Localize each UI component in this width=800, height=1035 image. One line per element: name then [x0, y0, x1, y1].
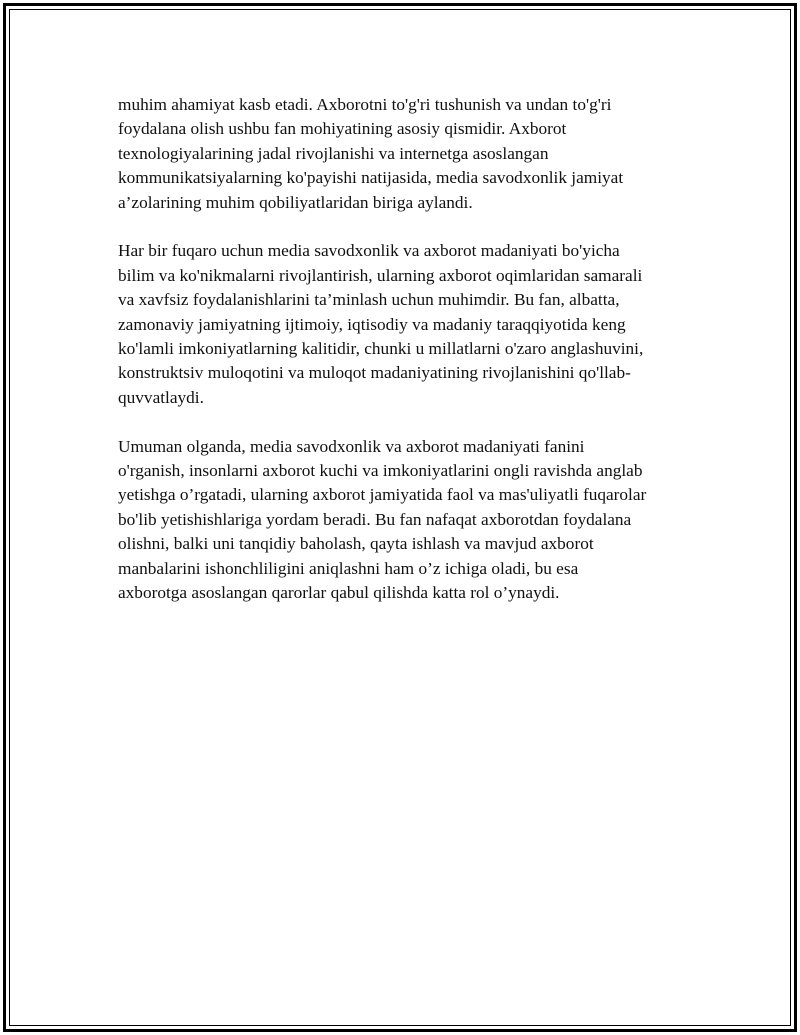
text-line: va xavfsiz foydalanishlarini ta’minlash uchun muhimdir. Bu fan, albatta, — [118, 290, 620, 310]
text-line: texnologiyalarining jadal rivojlanishi va internetga asoslangan — [118, 143, 549, 163]
paragraph-1 — [118, 93, 698, 215]
text-line: foydalana olish ushbu fan mohiyatining asosiy qismidir. Axborot — [118, 119, 567, 139]
text-line: a’zolarining muhim qobiliyatlaridan biriga aylandi. — [118, 192, 473, 212]
text-line: manbalarini ishonchliligini aniqlashni ham o’z ichiga oladi, bu esa — [118, 558, 579, 578]
text-line: bilim va ko'nikmalarni rivojlantirish, ularning axborot oqimlaridan samarali — [118, 265, 643, 285]
text-line: zamonaviy jamiyatning ijtimoiy, iqtisodiy va madaniy taraqqiyotida keng — [118, 314, 626, 334]
paragraph-2 — [118, 239, 698, 410]
text-line: muhim ahamiyat kasb etadi. Axborotni to'g'ri tushunish va undan to'g'ri — [118, 95, 612, 114]
document-body — [118, 93, 698, 630]
text-line: o'rganish, insonlarni axborot kuchi va imkoniyatlarini ongli ravishda anglab — [118, 461, 643, 481]
text-line: olishni, balki uni tanqidiy baholash, qayta ishlash va mavjud axborot — [118, 534, 594, 554]
text-line: Umuman olganda, media savodxonlik va axborot madaniyati fanini — [118, 436, 585, 456]
paragraph-3 — [118, 435, 698, 606]
text-line: Har bir fuqaro uchun media savodxonlik va axborot madaniyati bo'yicha — [118, 241, 620, 261]
text-line: yetishga o’rgatadi, ularning axborot jamiyatida faol va mas'uliyatli fuqarolar — [118, 485, 647, 505]
text-line: quvvatlaydi. — [118, 387, 204, 407]
text-line: bo'lib yetishishlariga yordam beradi. Bu fan nafaqat axborotdan foydalana — [118, 509, 632, 529]
text-line: konstruktsiv muloqotini va muloqot madaniyatining rivojlanishini qo'llab- — [118, 363, 631, 383]
text-line: ko'lamli imkoniyatlarning kalitidir, chunki u millatlarni o'zaro anglashuvini, — [118, 339, 644, 359]
text-line: kommunikatsiyalarning ko'payishi natijasida, media savodxonlik jamiyat — [118, 168, 624, 188]
text-line: axborotga asoslangan qarorlar qabul qilishda katta rol o’ynaydi. — [118, 583, 560, 603]
